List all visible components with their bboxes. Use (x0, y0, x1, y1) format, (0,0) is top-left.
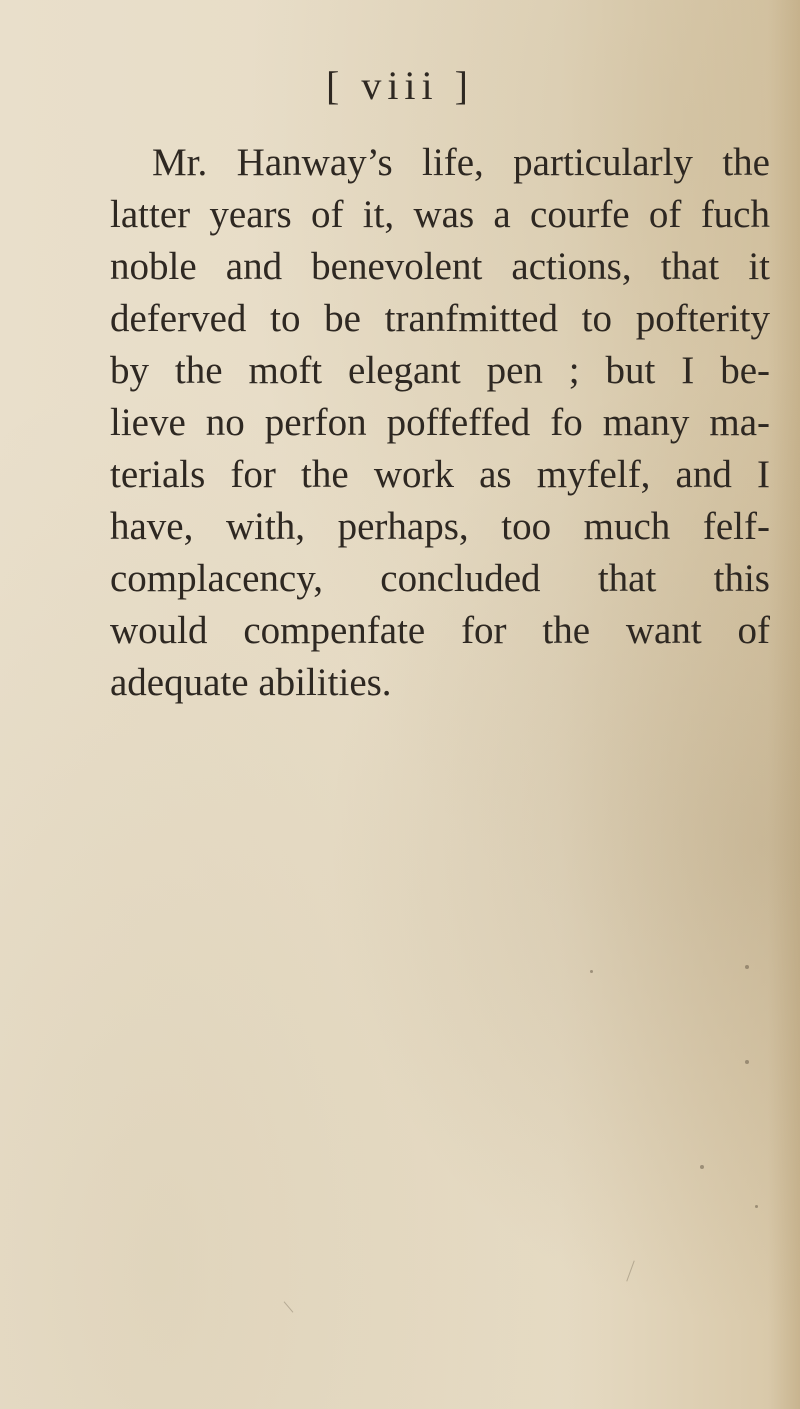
text-line: noble and benevolent actions, that it (110, 245, 770, 288)
text-line: adequate abilities. (110, 661, 392, 704)
paper-scratch (284, 1301, 294, 1312)
text-line: Mr. Hanway’s life, particularly the (152, 141, 770, 184)
text-line: lieve no perfon poffeffed fo many ma- (110, 401, 770, 444)
paper-speck (700, 1165, 704, 1169)
paper-speck (590, 970, 593, 973)
paper-speck (755, 1205, 758, 1208)
text-line: complacency, concluded that this (110, 557, 770, 600)
text-line: by the moft elegant pen ; but I be- (110, 349, 770, 392)
page-number: [ viii ] (326, 63, 474, 108)
text-line: latter years of it, was a courfe of fuch (110, 193, 770, 236)
paper-speck (745, 1060, 749, 1064)
text-line: would compenfate for the want of (110, 609, 770, 652)
text-line: have, with, perhaps, too much felf- (110, 505, 770, 548)
paper-speck (745, 965, 749, 969)
text-line: deferved to be tranfmitted to pofterity (110, 297, 770, 340)
text-line: terials for the work as myfelf, and I (110, 453, 770, 496)
paper-scratch (626, 1260, 634, 1281)
body-paragraph (110, 137, 770, 709)
